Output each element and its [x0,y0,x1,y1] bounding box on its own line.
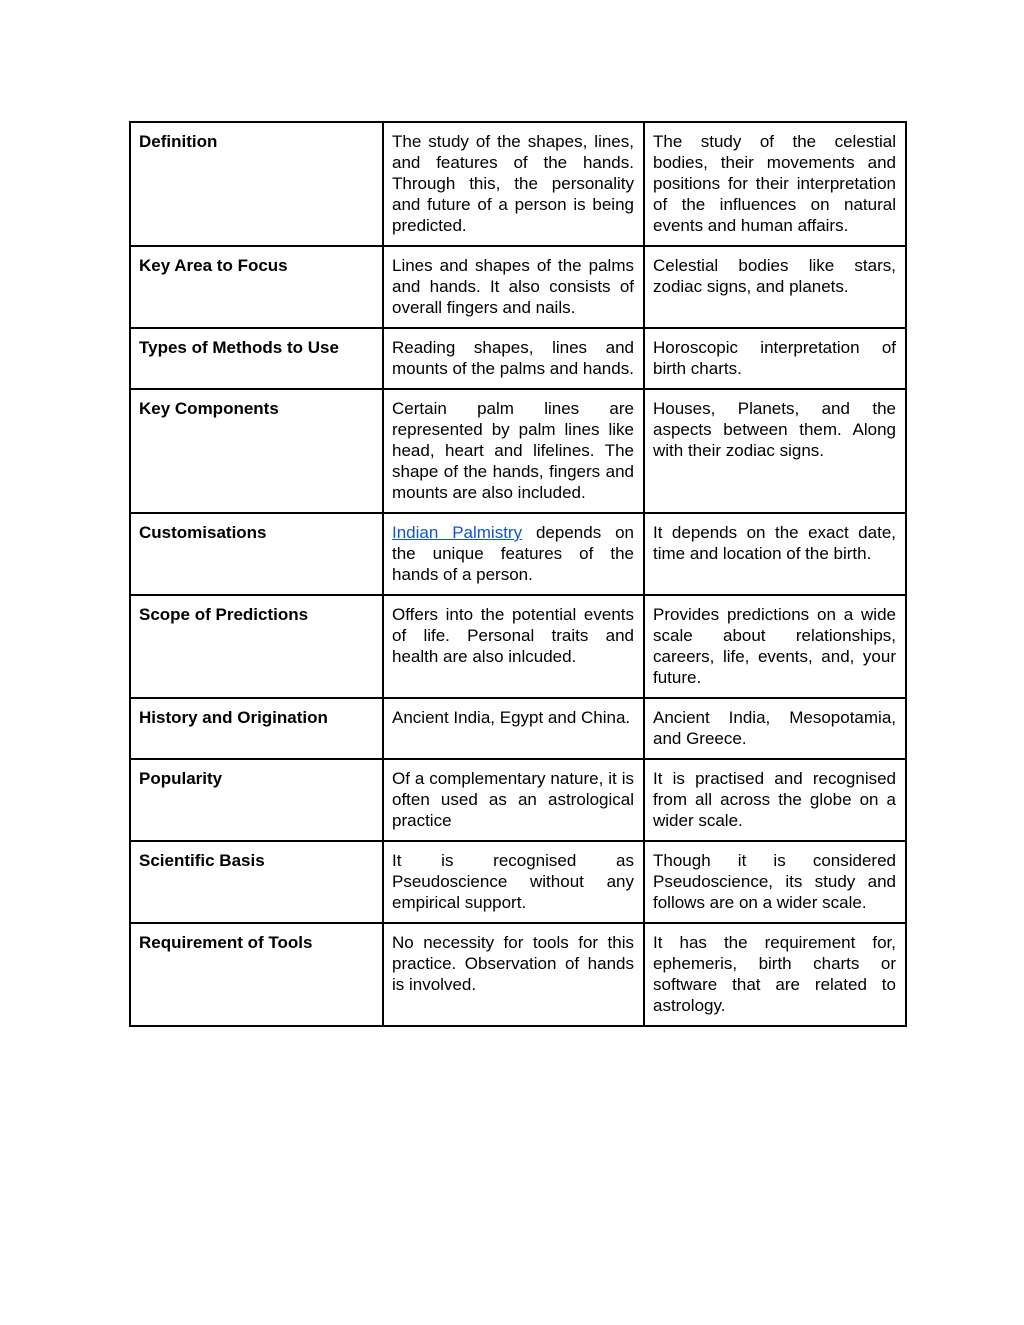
row-label: Customisations [130,513,383,595]
astrology-cell: The study of the celestial bodies, their movements and positions for their interpretation of the influences on natural events and human affairs. [644,122,906,246]
table-row [130,389,906,513]
comparison-table [129,121,907,1027]
row-label: Popularity [130,759,383,841]
row-label: Definition [130,122,383,246]
table-row [130,246,906,328]
astrology-cell: It has the requirement for, ephemeris, birth charts or software that are related to astrology. [644,923,906,1026]
palmistry-cell: Lines and shapes of the palms and hands. It also consists of overall fingers and nails. [383,246,644,328]
astrology-cell: It is practised and recognised from all across the globe on a wider scale. [644,759,906,841]
astrology-cell: Horoscopic interpretation of birth charts. [644,328,906,389]
row-label: Requirement of Tools [130,923,383,1026]
table-row [130,759,906,841]
astrology-cell: Though it is considered Pseudoscience, its study and follows are on a wider scale. [644,841,906,923]
row-label: Key Components [130,389,383,513]
palmistry-cell: It is recognised as Pseudoscience without any empirical support. [383,841,644,923]
row-label: History and Origination [130,698,383,759]
astrology-cell: Ancient India, Mesopotamia, and Greece. [644,698,906,759]
table-row [130,923,906,1026]
palmistry-cell: The study of the shapes, lines, and features of the hands. Through this, the personality and future of a person is being predicted. [383,122,644,246]
palmistry-cell: Certain palm lines are represented by palm lines like head, heart and lifelines. The shape of the hands, fingers and mounts are also included. [383,389,644,513]
astrology-cell: It depends on the exact date, time and location of the birth. [644,513,906,595]
palmistry-cell: Ancient India, Egypt and China. [383,698,644,759]
table-row [130,122,906,246]
astrology-cell: Houses, Planets, and the aspects between them. Along with their zodiac signs. [644,389,906,513]
palmistry-cell [383,513,644,595]
table-row [130,595,906,698]
row-label: Scientific Basis [130,841,383,923]
table-row [130,328,906,389]
row-label: Key Area to Focus [130,246,383,328]
table-row [130,841,906,923]
palmistry-cell: Of a complementary nature, it is often used as an astrological practice [383,759,644,841]
row-label: Scope of Predictions [130,595,383,698]
palmistry-cell: Offers into the potential events of life. Personal traits and health are also inlcuded. [383,595,644,698]
table-row [130,698,906,759]
astrology-cell: Celestial bodies like stars, zodiac signs, and planets. [644,246,906,328]
palmistry-cell: No necessity for tools for this practice. Observation of hands is involved. [383,923,644,1026]
table-row [130,513,906,595]
astrology-cell: Provides predictions on a wide scale about relationships, careers, life, events, and, your future. [644,595,906,698]
row-label: Types of Methods to Use [130,328,383,389]
palmistry-cell-text: depends on the unique features of the hands of a person. [392,523,634,584]
palmistry-cell: Reading shapes, lines and mounts of the palms and hands. [383,328,644,389]
indian-palmistry-link[interactable]: Indian Palmistry [392,523,523,542]
